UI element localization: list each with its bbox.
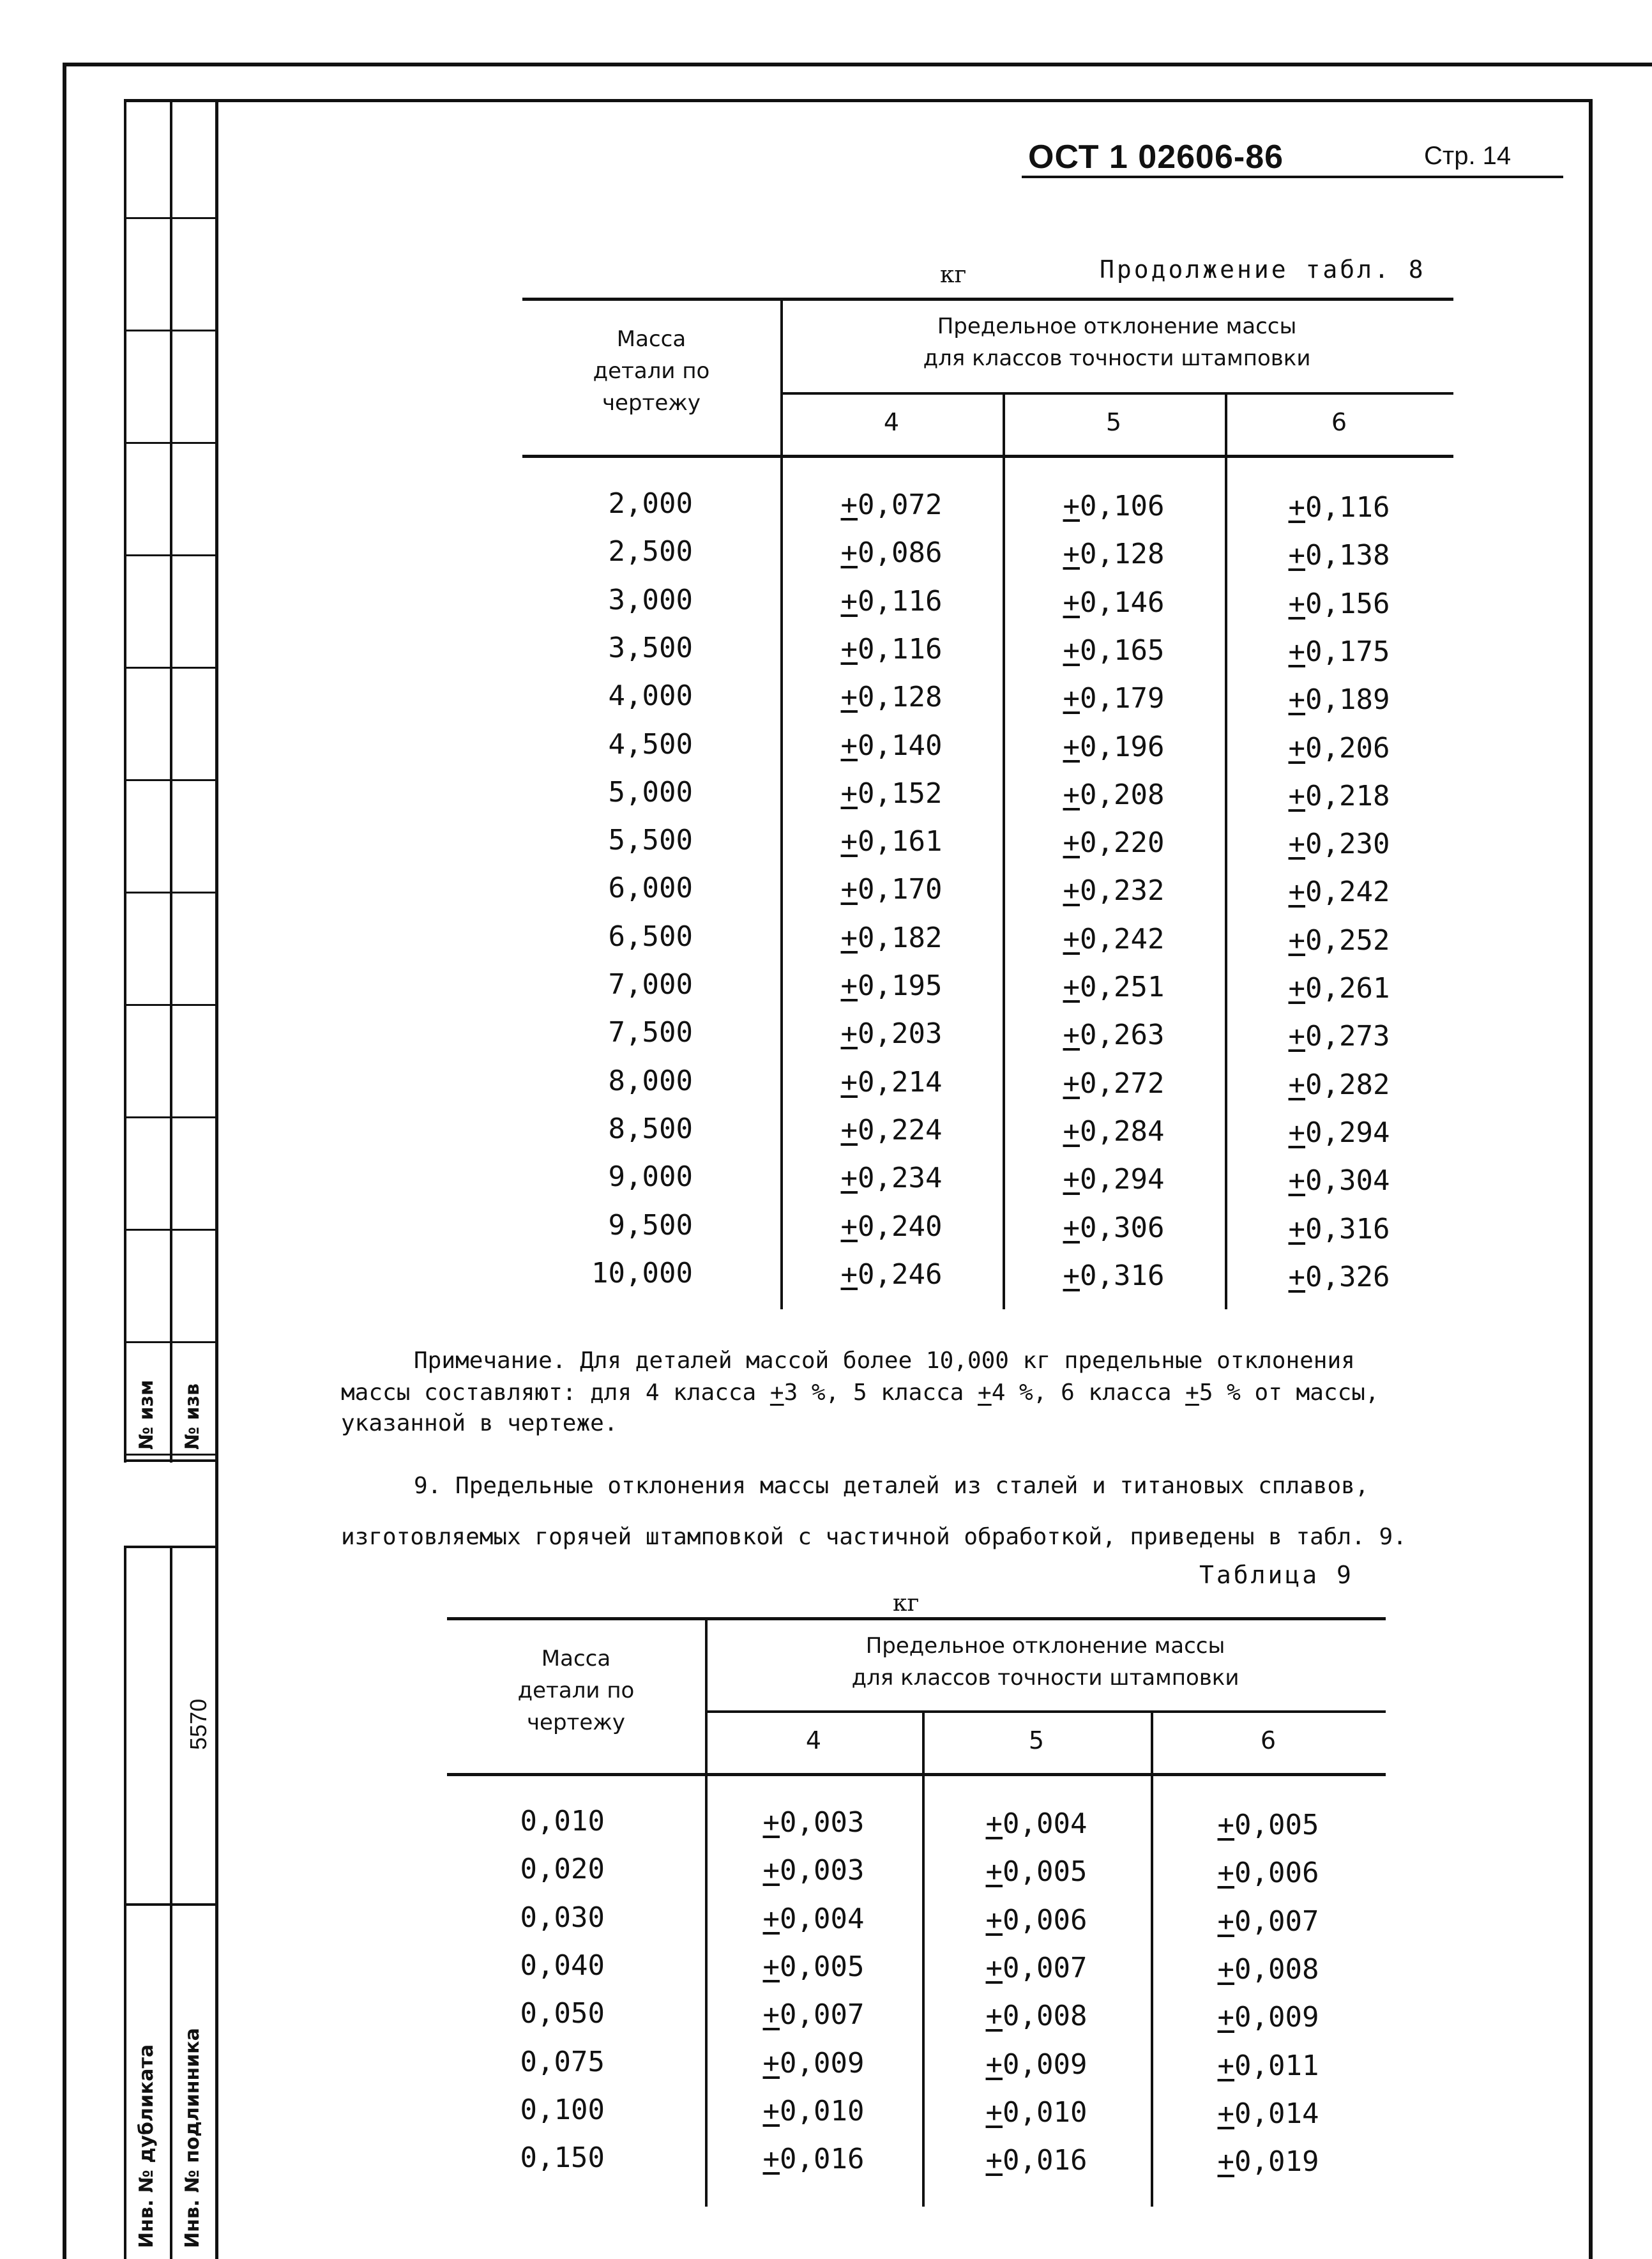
plus-underline: + xyxy=(1288,683,1306,717)
plus-underline: + xyxy=(840,584,858,618)
inner-frame-top-line xyxy=(124,99,1593,102)
table-row-deviation: +0,284 xyxy=(1063,1114,1165,1148)
table-row-mass: 0,020 xyxy=(520,1853,605,1886)
plus-underline: + xyxy=(762,1998,780,2032)
table-row-deviation: +0,008 xyxy=(985,2000,1087,2033)
plus-underline: + xyxy=(1217,2097,1235,2130)
table-row-deviation: +0,009 xyxy=(1217,2001,1319,2034)
table-deviation-header xyxy=(780,310,1453,374)
table-row-deviation: +0,326 xyxy=(1288,1260,1390,1293)
table-row-mass: 0,010 xyxy=(520,1805,605,1837)
plus-underline: + xyxy=(840,777,858,810)
plus-underline: + xyxy=(985,1807,1003,1840)
plus-underline: + xyxy=(840,536,858,570)
table-row-deviation: +0,165 xyxy=(1063,634,1165,667)
table-row-deviation: +0,263 xyxy=(1063,1019,1165,1052)
plus-underline: + xyxy=(840,1113,858,1146)
table-row-deviation: +0,208 xyxy=(1063,778,1165,811)
table-row-deviation: +0,294 xyxy=(1063,1163,1165,1196)
plus-underline: + xyxy=(840,681,858,714)
table-row-deviation: +0,156 xyxy=(1288,587,1390,620)
table-row-deviation: +0,010 xyxy=(762,2094,865,2127)
table-row-mass: 3,500 xyxy=(608,631,693,664)
table-deviation-header-line: Предельное отклонение массы xyxy=(937,314,1297,339)
plus-underline: + xyxy=(840,1017,858,1051)
plus-underline: + xyxy=(1288,1212,1306,1245)
sidebar-sep xyxy=(124,1459,218,1462)
plus-underline: + xyxy=(985,1903,1003,1936)
table-deviation-header-line: для классов точности штамповки xyxy=(923,346,1311,371)
plus-underline: + xyxy=(1063,922,1080,955)
table-row-deviation: +0,128 xyxy=(840,681,943,714)
sidebar-lower-line-a xyxy=(124,1546,126,2259)
plus-underline: + xyxy=(1288,779,1306,812)
table-row-deviation: +0,152 xyxy=(840,777,943,810)
table-row-mass: 2,500 xyxy=(608,535,693,568)
plus-underline: + xyxy=(978,1380,992,1406)
table-row-deviation: +0,316 xyxy=(1288,1212,1390,1245)
plus-underline: + xyxy=(1063,682,1080,715)
plus-underline: + xyxy=(840,970,858,1002)
table-row-deviation: +0,138 xyxy=(1288,539,1390,572)
table-row-mass: 7,500 xyxy=(608,1016,693,1049)
sidebar-grid-line xyxy=(124,1341,218,1343)
table-row-deviation: +0,242 xyxy=(1063,922,1165,955)
table-row-deviation: +0,214 xyxy=(840,1065,943,1099)
table-row-deviation: +0,242 xyxy=(1288,876,1390,909)
plus-underline: + xyxy=(1063,1211,1080,1244)
sidebar-lower-mid xyxy=(124,1903,218,1906)
sidebar-grid-line xyxy=(124,1454,218,1456)
plus-underline: + xyxy=(1217,2145,1235,2179)
plus-underline: + xyxy=(985,2048,1003,2081)
table-deviation-header-line: для классов точности штамповки xyxy=(851,1665,1239,1691)
table-top-border xyxy=(447,1617,1386,1620)
sidebar-orig-label: Инв. № подлинника xyxy=(181,2028,204,2248)
plus-underline: + xyxy=(840,489,858,521)
table-row-deviation: +0,005 xyxy=(985,1855,1087,1889)
table-class-line xyxy=(705,1710,1386,1713)
table-row-deviation: +0,251 xyxy=(1063,971,1165,1003)
sidebar-line-b xyxy=(170,102,172,1463)
plus-underline: + xyxy=(840,632,858,666)
table-row-deviation: +0,116 xyxy=(1288,491,1390,524)
note-line-2-text: массы составляют: для 4 класса +3 %, 5 класса +4 %, 6 класса +5 % от массы, xyxy=(341,1380,1379,1406)
table9-unit: кг xyxy=(893,1590,920,1616)
table-mass-header xyxy=(522,323,780,419)
plus-underline: + xyxy=(1288,1068,1306,1101)
table-row-mass: 3,000 xyxy=(608,583,693,616)
plus-underline: + xyxy=(1063,586,1080,619)
plus-underline: + xyxy=(1217,1952,1235,1986)
table-top-border xyxy=(522,298,1453,301)
sidebar-lower-line-b xyxy=(170,1546,172,2259)
table-row-mass: 0,075 xyxy=(520,2045,605,2078)
table-row-deviation: +0,006 xyxy=(1217,1857,1319,1890)
sidebar-grid-line xyxy=(124,330,218,331)
table-row-deviation: +0,009 xyxy=(762,2046,865,2080)
table-row-mass: 5,000 xyxy=(608,775,693,809)
table-row-mass: 5,500 xyxy=(608,824,693,857)
plus-underline: + xyxy=(762,2046,780,2080)
plus-underline: + xyxy=(1217,1905,1235,1938)
table-row-deviation: +0,206 xyxy=(1288,731,1390,764)
plus-underline: + xyxy=(1288,1164,1306,1198)
paragraph9-line-1: 9. Предельные отклонения массы деталей из сталей и титановых сплавов, xyxy=(414,1473,1369,1499)
sidebar-grid-line xyxy=(124,554,218,556)
table-row-deviation: +0,128 xyxy=(1063,538,1165,571)
plus-underline: + xyxy=(1217,2049,1235,2082)
table-class-header: 6 xyxy=(1331,408,1347,436)
table-row-deviation: +0,306 xyxy=(1063,1211,1165,1244)
plus-underline: + xyxy=(840,1210,858,1243)
table-row-deviation: +0,008 xyxy=(1217,1952,1319,1986)
table-class-header: 6 xyxy=(1260,1726,1277,1754)
table-row-deviation: +0,161 xyxy=(840,825,943,858)
header-underline xyxy=(1022,176,1563,178)
table-row-deviation: +0,072 xyxy=(840,489,943,521)
table-mass-header-line: детали по xyxy=(517,1678,635,1703)
table-deviation-header-line: Предельное отклонение массы xyxy=(865,1633,1225,1659)
table-row-deviation: +0,003 xyxy=(762,1854,865,1887)
plus-underline: + xyxy=(1063,778,1080,811)
table-row-mass: 4,500 xyxy=(608,727,693,761)
sidebar-izm-label: № изм xyxy=(135,1380,158,1450)
table-row-deviation: +0,004 xyxy=(762,1902,865,1935)
table-row-deviation: +0,116 xyxy=(840,632,943,666)
table-row-deviation: +0,005 xyxy=(1217,1809,1319,1841)
plus-underline: + xyxy=(1185,1380,1199,1406)
plus-underline: + xyxy=(985,2144,1003,2177)
plus-underline: + xyxy=(840,1258,858,1291)
table-row-deviation: +0,009 xyxy=(985,2048,1087,2081)
plus-underline: + xyxy=(985,1951,1003,1984)
plus-underline: + xyxy=(1288,876,1306,909)
plus-underline: + xyxy=(762,2143,780,2176)
table-row-deviation: +0,086 xyxy=(840,536,943,570)
table-row-deviation: +0,179 xyxy=(1063,682,1165,715)
plus-underline: + xyxy=(840,1065,858,1099)
table-mass-header-line: детали по xyxy=(593,358,710,384)
table-row-mass: 0,030 xyxy=(520,1901,605,1934)
sidebar-grid-line xyxy=(124,1229,218,1231)
sidebar-line-c xyxy=(215,99,218,2259)
plus-underline: + xyxy=(840,825,858,858)
table-row-deviation: +0,007 xyxy=(1217,1905,1319,1938)
plus-underline: + xyxy=(1063,490,1080,522)
plus-underline: + xyxy=(985,2095,1003,2129)
table-row-mass: 2,000 xyxy=(608,487,693,520)
plus-underline: + xyxy=(985,2000,1003,2033)
plus-underline: + xyxy=(1063,971,1080,1003)
table-row-deviation: +0,240 xyxy=(840,1210,943,1243)
table-row-mass: 0,100 xyxy=(520,2093,605,2126)
table8-caption: Продолжение табл. 8 xyxy=(1100,255,1426,284)
plus-underline: + xyxy=(762,1902,780,1935)
frame-top-line xyxy=(64,63,1652,66)
table-mass-header-line: чертежу xyxy=(526,1710,626,1735)
table-row-deviation: +0,220 xyxy=(1063,826,1165,860)
table-row-deviation: +0,011 xyxy=(1217,2049,1319,2082)
plus-underline: + xyxy=(1288,1260,1306,1293)
table-row-deviation: +0,252 xyxy=(1288,924,1390,957)
plus-underline: + xyxy=(840,1162,858,1195)
table8-unit: кг xyxy=(940,262,967,288)
plus-underline: + xyxy=(1288,972,1306,1005)
plus-underline: + xyxy=(769,1380,784,1406)
sidebar-grid-line xyxy=(124,1004,218,1006)
plus-underline: + xyxy=(840,729,858,762)
table-mass-header xyxy=(447,1643,705,1738)
plus-underline: + xyxy=(1063,1163,1080,1196)
table-row-deviation: +0,004 xyxy=(985,1807,1087,1840)
table-row-deviation: +0,261 xyxy=(1288,972,1390,1005)
sidebar-grid-line xyxy=(124,1116,218,1118)
table-row-mass: 7,000 xyxy=(608,968,693,1001)
table-class-header: 5 xyxy=(1105,408,1122,436)
plus-underline: + xyxy=(1288,828,1306,861)
table-class-line xyxy=(780,392,1453,395)
table-row-deviation: +0,006 xyxy=(985,1903,1087,1936)
plus-underline: + xyxy=(1217,1857,1235,1890)
table-row-deviation: +0,140 xyxy=(840,729,943,762)
sidebar-orig-number: 5570 xyxy=(185,1698,211,1750)
table-row-deviation: +0,196 xyxy=(1063,730,1165,763)
table-row-deviation: +0,189 xyxy=(1288,683,1390,717)
plus-underline: + xyxy=(840,921,858,954)
plus-underline: + xyxy=(1288,924,1306,957)
table-row-deviation: +0,106 xyxy=(1063,490,1165,522)
table-row-deviation: +0,007 xyxy=(985,1951,1087,1984)
plus-underline: + xyxy=(762,1950,780,1983)
table-class-header: 4 xyxy=(805,1726,822,1754)
table-row-mass: 0,150 xyxy=(520,2141,605,2175)
plus-underline: + xyxy=(1288,587,1306,620)
table-row-deviation: +0,116 xyxy=(840,584,943,618)
plus-underline: + xyxy=(985,1855,1003,1889)
plus-underline: + xyxy=(1288,1020,1306,1053)
sidebar-izv-label: № изв xyxy=(181,1383,204,1450)
table-deviation-header xyxy=(705,1630,1386,1694)
table-row-deviation: +0,234 xyxy=(840,1162,943,1195)
table-row-deviation: +0,003 xyxy=(762,1806,865,1839)
plus-underline: + xyxy=(1063,1114,1080,1148)
plus-underline: + xyxy=(1063,1067,1080,1100)
table-row-deviation: +0,316 xyxy=(1063,1259,1165,1292)
table-row-deviation: +0,282 xyxy=(1288,1068,1390,1101)
plus-underline: + xyxy=(1063,634,1080,667)
table-row-deviation: +0,272 xyxy=(1063,1067,1165,1100)
table-header-border xyxy=(522,455,1453,458)
plus-underline: + xyxy=(1063,826,1080,860)
plus-underline: + xyxy=(762,1854,780,1887)
table-row-mass: 8,500 xyxy=(608,1112,693,1145)
table-row-deviation: +0,195 xyxy=(840,970,943,1002)
table-row-mass: 10,000 xyxy=(591,1256,693,1289)
table-row-deviation: +0,005 xyxy=(762,1950,865,1983)
sidebar-grid-line xyxy=(124,667,218,669)
table9-caption: Таблица 9 xyxy=(1199,1561,1354,1589)
table-row-deviation: +0,230 xyxy=(1288,828,1390,861)
table-row-deviation: +0,146 xyxy=(1063,586,1165,619)
table-row-deviation: +0,218 xyxy=(1288,779,1390,812)
note-line-3: указанной в чертеже. xyxy=(341,1410,618,1436)
sidebar-grid-line xyxy=(124,892,218,894)
table-row-deviation: +0,014 xyxy=(1217,2097,1319,2130)
table-row-deviation: +0,224 xyxy=(840,1113,943,1146)
page-number: Стр. 14 xyxy=(1424,142,1512,170)
sidebar-line-a xyxy=(124,102,126,1463)
inner-frame-right-line xyxy=(1589,99,1593,2259)
table-row-deviation: +0,010 xyxy=(985,2095,1087,2129)
plus-underline: + xyxy=(1063,730,1080,763)
table-row-deviation: +0,246 xyxy=(840,1258,943,1291)
table-row-deviation: +0,273 xyxy=(1288,1020,1390,1053)
note-line-1: Примечание. Для деталей массой более 10,000 кг предельные отклонения xyxy=(414,1348,1355,1374)
table-row-deviation: +0,175 xyxy=(1288,635,1390,668)
plus-underline: + xyxy=(1288,731,1306,764)
table-row-mass: 6,000 xyxy=(608,872,693,905)
sidebar-grid-line xyxy=(124,779,218,781)
plus-underline: + xyxy=(762,2094,780,2127)
table-row-mass: 8,000 xyxy=(608,1064,693,1097)
table-row-mass: 4,000 xyxy=(608,680,693,713)
table-row-deviation: +0,294 xyxy=(1288,1116,1390,1149)
plus-underline: + xyxy=(1217,1809,1235,1841)
plus-underline: + xyxy=(1288,635,1306,668)
document-title: ОСТ 1 02606-86 xyxy=(1028,139,1284,176)
sidebar-dup-label: Инв. № дубликата xyxy=(135,2044,158,2248)
table-row-deviation: +0,007 xyxy=(762,1998,865,2032)
table-row-mass: 0,050 xyxy=(520,1997,605,2030)
plus-underline: + xyxy=(1288,539,1306,572)
table-row-deviation: +0,019 xyxy=(1217,2145,1319,2179)
table-class-header: 5 xyxy=(1028,1726,1045,1754)
plus-underline: + xyxy=(840,873,858,906)
plus-underline: + xyxy=(1063,1259,1080,1292)
table-row-deviation: +0,304 xyxy=(1288,1164,1390,1198)
table-row-mass: 6,500 xyxy=(608,920,693,953)
sidebar-lower-top xyxy=(124,1546,218,1548)
sidebar-grid-line xyxy=(124,217,218,219)
plus-underline: + xyxy=(1063,874,1080,908)
table-row-mass: 9,000 xyxy=(608,1160,693,1194)
sidebar-grid-line xyxy=(124,442,218,444)
table-row-mass: 0,040 xyxy=(520,1949,605,1982)
plus-underline: + xyxy=(1288,1116,1306,1149)
plus-underline: + xyxy=(1288,491,1306,524)
table-row-deviation: +0,016 xyxy=(985,2144,1087,2177)
table-mass-header-line: чертежу xyxy=(602,390,701,416)
table-row-deviation: +0,016 xyxy=(762,2143,865,2176)
plus-underline: + xyxy=(1063,1019,1080,1052)
table-row-deviation: +0,232 xyxy=(1063,874,1165,908)
table-row-deviation: +0,170 xyxy=(840,873,943,906)
table-mass-header-line: Масса xyxy=(541,1646,611,1671)
table-row-mass: 9,500 xyxy=(608,1208,693,1242)
plus-underline: + xyxy=(1063,538,1080,571)
table-header-border xyxy=(447,1773,1386,1776)
table-row-deviation: +0,182 xyxy=(840,921,943,954)
note-line-2 xyxy=(341,1380,1379,1406)
table-mass-header-line: Масса xyxy=(616,326,686,352)
plus-underline: + xyxy=(1217,2001,1235,2034)
paragraph9-line-2: изготовляемых горячей штамповкой с частичной обработкой, приведены в табл. 9. xyxy=(341,1524,1407,1550)
table-row-deviation: +0,203 xyxy=(840,1017,943,1051)
table-class-header: 4 xyxy=(883,408,900,436)
plus-underline: + xyxy=(762,1806,780,1839)
frame-left-line xyxy=(63,63,66,2259)
